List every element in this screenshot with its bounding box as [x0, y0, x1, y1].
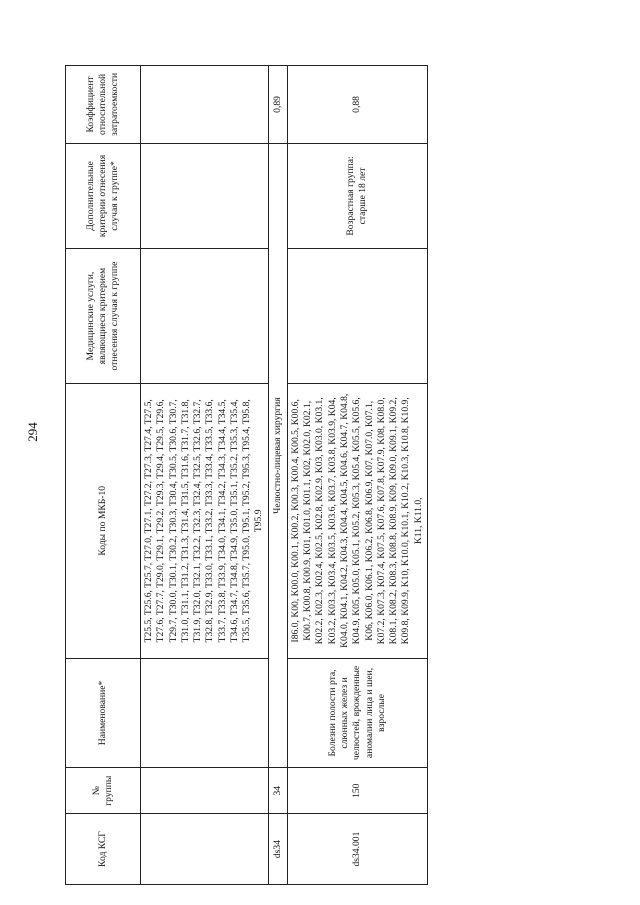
- ksg-table: [65, 65, 428, 885]
- page-number: 294: [25, 422, 40, 442]
- row-group: 150: [287, 768, 427, 814]
- row-coef: 0,88: [287, 66, 427, 144]
- header-group-no: № группы: [66, 768, 141, 814]
- section-title: Челюстно-лицевая хирургия: [268, 143, 287, 768]
- cell-empty: [141, 66, 269, 144]
- row-extra: Возрастная группа: старше 18 лет: [287, 143, 427, 248]
- row-mkb-codes: I86.0, K00, K00.0, K00.1, K00.2, K00.3, K00.4, K00.5, K00.6, K00.7, K00.8, K00.9, K01, K01.0, K01.1, K02, K02.0, K02.1, K02.2, K02.3, K02.4, K02.5, K02.8, K02.9, K03, K03.0, K03.1, K03.2, K03.3, K03.4, K03.5, K03.6, K03.7, K03.8, K03.9, K04, K04.0, K04.1, K04.2, K04.3, K04.4, K04.5, K04.6, K04.7, K04.8, K04.9, K05, K05.0, K05.1, K05.2, K05.3, K05.4, K05.5, K05.6, K06, K06.0, K06.1, K06.2, K06.8, K06.9, K07, K07.0, K07.1, K07.2, K07.3, K07.4, K07.5, K07.6, K07.8, K07.9, K08, K08.0, K08.1, K08.2, K08.3, K08.8, K08.9, K09, K09.0, K09.1, K09.2, K09.8, K09.9, K10, K10.0, K10.1, K10.2, K10.3, K10.8, K10.9, K11, K11.0,: [287, 384, 427, 659]
- header-row: [66, 66, 141, 885]
- section-group: 34: [268, 768, 287, 814]
- header-name: Наименование*: [66, 658, 141, 768]
- row-services: [287, 249, 427, 384]
- header-services: Медицинские услуги, являющиеся критерием отнесения случая к группе: [66, 249, 141, 384]
- row-code: ds34.001: [287, 814, 427, 885]
- cell-mkb-codes: T25.5, T25.6, T25.7, T27.0, T27.1, T27.2, T27.3, T27.4, T27.5, T27.6, T27.7, T29.0, T29.1, T29.2, T29.3, T29.4, T29.5, T29.6, T29.7, T30.0, T30.1, T30.2, T30.3, T30.4, T30.5, T30.6, T30.7, T31.0, T31.1, T31.2, T31.3, T31.4, T31.5, T31.6, T31.7, T31.8, T31.9, T32.0, T32.1, T32.2, T32.3, T32.4, T32.5, T32.6, T32.7, T32.8, T32.9, T33.0, T33.1, T33.2, T33.3, T33.4, T33.5, T33.6, T33.7, T33.8, T33.9, T34.0, T34.1, T34.2, T34.3, T34.4, T34.5, T34.6, T34.7, T34.8, T34.9, T35.0, T35.1, T35.2, T35.3, T35.4, T35.5, T35.6, T35.7, T95.0, T95.1, T95.2, T95.3, T95.4, T95.8, T95.9: [141, 384, 269, 659]
- cell-empty: [141, 143, 269, 248]
- cell-empty: [141, 658, 269, 768]
- rotated-table-sheet: [65, 45, 575, 885]
- table-row-prev: [141, 66, 269, 885]
- section-coef: 0,89: [268, 66, 287, 144]
- cell-empty: [141, 768, 269, 814]
- section-row: [268, 66, 287, 885]
- header-extra: Дополнительные критерии отнесения случая к группе*: [66, 143, 141, 248]
- cell-empty: [141, 814, 269, 885]
- section-code: ds34: [268, 814, 287, 885]
- header-coef: Коэффициент относительной затратоемкости: [66, 66, 141, 144]
- table-row: [287, 66, 427, 885]
- header-mkb: Коды по МКБ-10: [66, 384, 141, 659]
- row-name: Болезни полости рта, слюнных желез и челюстей, врожденные аномалии лица и шеи, взрослые: [287, 658, 427, 768]
- header-code: Код КСГ: [66, 814, 141, 885]
- cell-empty: [141, 249, 269, 384]
